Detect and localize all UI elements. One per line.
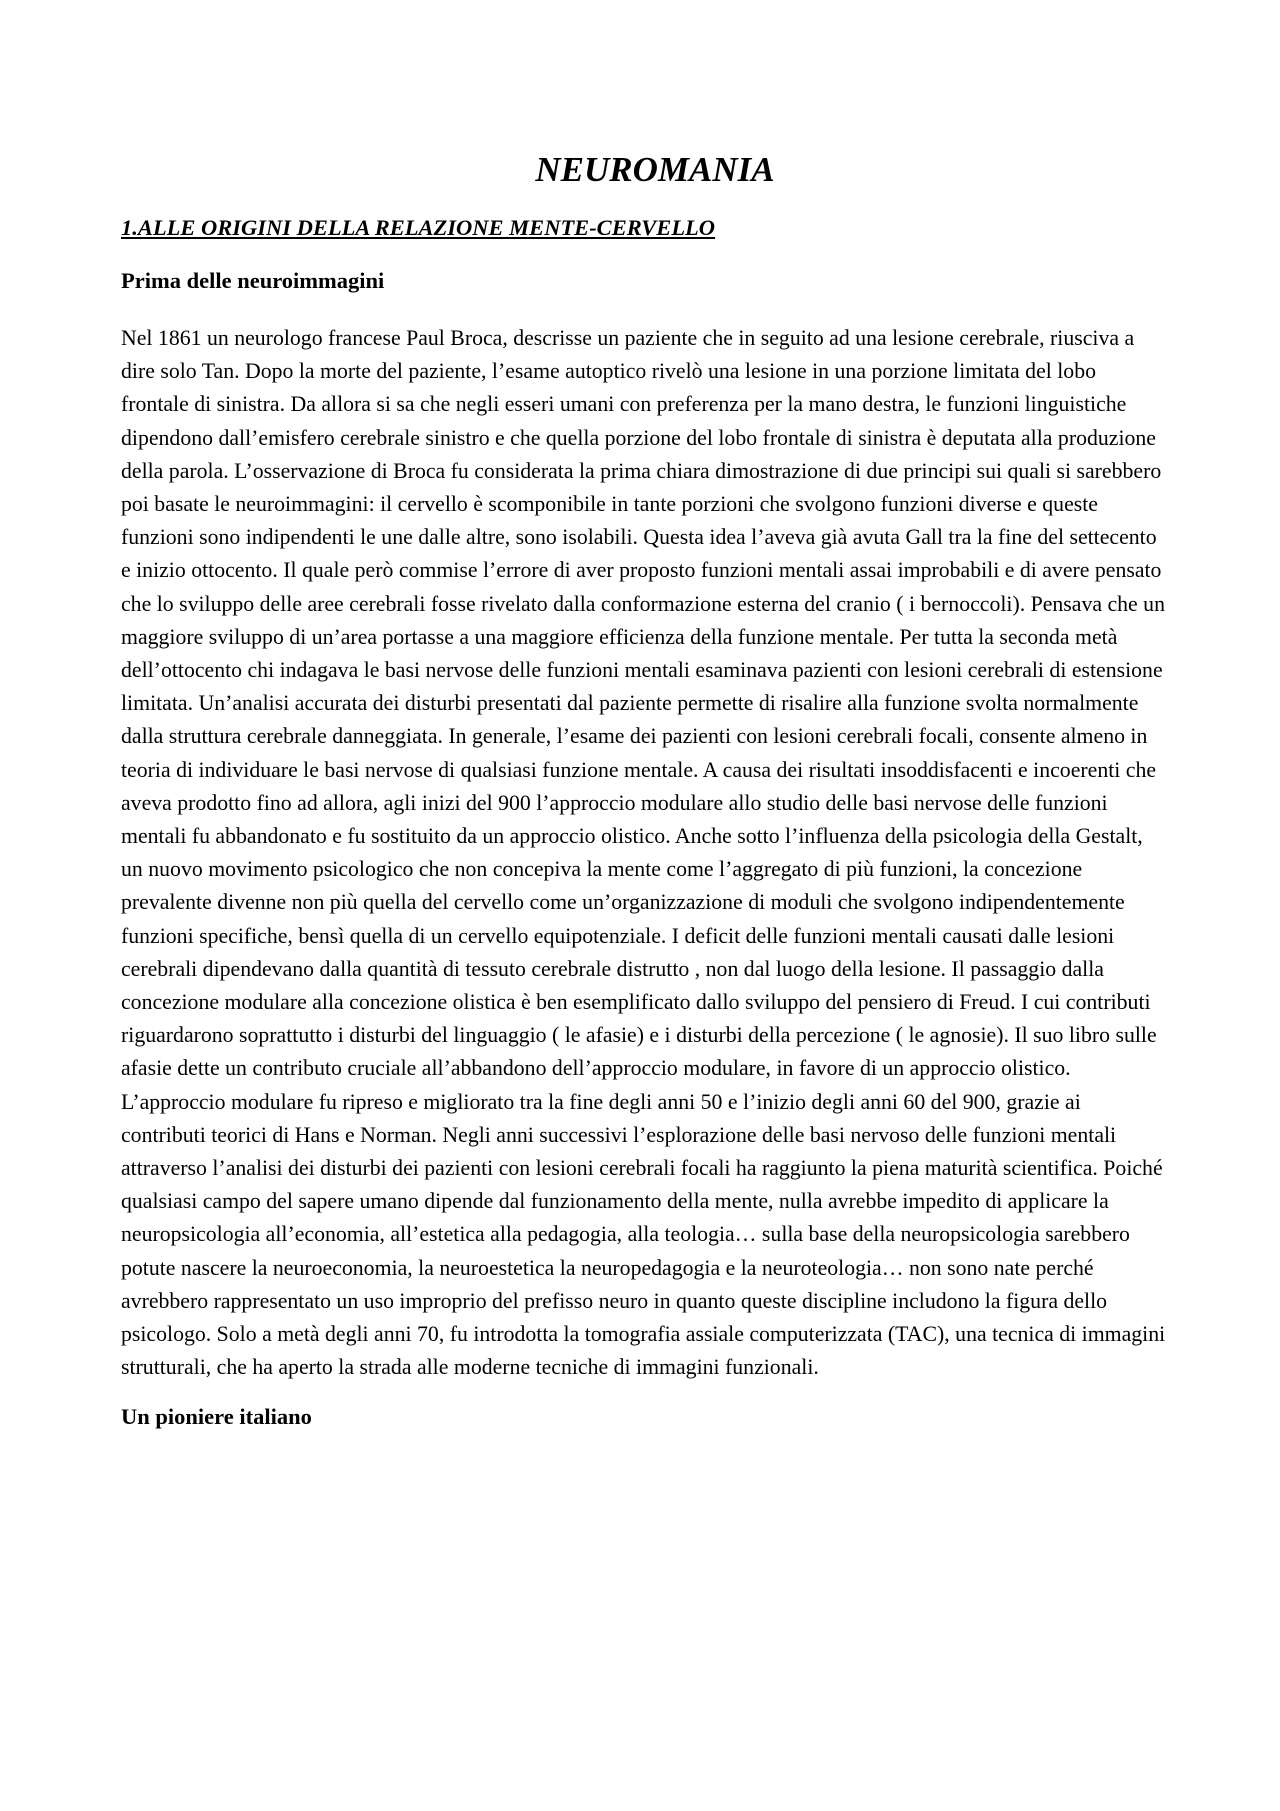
subsection-heading-prima-delle-neuroimmagini: Prima delle neuroimmagini bbox=[121, 268, 385, 293]
body-paragraph: Nel 1861 un neurologo francese Paul Broca, descrisse un paziente che in seguito ad una lesione cerebrale, riusciva a dire solo Tan. Dopo la morte del paziente, l’esame autoptico rivelò una lesione in una porzione limitata del lobo frontale di sinistra. Da allora si sa che negli esseri umani con preferenza per la mano destra, le funzioni linguistiche dipendono dall’emisfero cerebrale sinistro e che quella porzione del lobo frontale di sinistra è deputata alla produzione della parola. L’osservazione di Broca fu considerata la prima chiara dimostrazione di due principi sui quali si sarebbero poi basate le neuroimmagini: il cervello è scomponibile in tante porzioni che svolgono funzioni diverse e queste funzioni sono indipendenti le une dalle altre, sono isolabili. Questa idea l’aveva già avuta Gall tra la fine del settecento e inizio ottocento. Il quale però commise l’errore di aver proposto funzioni mentali assai improbabili e di avere pensato che lo sviluppo delle aree cerebrali fosse rivelato dalla conformazione esterna del cranio ( i bernoccoli). Pensava che un maggiore sviluppo di un’area portasse a una maggiore efficienza della funzione mentale. Per tutta la seconda metà dell’ottocento chi indagava le basi nervose delle funzioni mentali esaminava pazienti con lesioni cerebrali di estensione limitata. Un’analisi accurata dei disturbi presentati dal paziente permette di risalire alla funzione svolta normalmente dalla struttura cerebrale danneggiata. In generale, l’esame dei pazienti con lesioni cerebrali focali, consente almeno in teoria di individuare le basi nervose di qualsiasi funzione mentale. A causa dei risultati insoddisfacenti e incoerenti che aveva prodotto fino ad allora, agli inizi del 900 l’approccio modulare allo studio delle basi nervose delle funzioni mentali fu abbandonato e fu sostituito da un approccio olistico. Anche sotto l’influenza della psicologia della Gestalt, un nuovo movimento psicologico che non concepiva la mente come l’aggregato di più funzioni, la concezione prevalente divenne non più quella del cervello come un’organizzazione di moduli che svolgono indipendentemente funzioni specifiche, bensì quella di un cervello equipotenziale. I deficit delle funzioni mentali causati dalle lesioni cerebrali dipendevano dalla quantità di tessuto cerebrale distrutto , non dal luogo della lesione. Il passaggio dalla concezione modulare alla concezione olistica è ben esemplificato dallo sviluppo del pensiero di Freud. I cui contributi riguardarono soprattutto i disturbi del linguaggio ( le afasie) e i disturbi della percezione ( le agnosie). Il suo libro sulle afasie dette un contributo cruciale all’abbandono dell’approccio modulare, in favore di un approccio olistico. L’approccio modulare fu ripreso e migliorato tra la fine degli anni 50 e l’inizio degli anni 60 del 900, grazie ai contributi teorici di Hans e Norman. Negli anni successivi l’esplorazione delle basi nervoso delle funzioni mentali attraverso l’analisi dei disturbi dei pazienti con lesioni cerebrali focali ha raggiunto la piena maturità scientifica. Poiché qualsiasi campo del sapere umano dipende dal funzionamento della mente, nulla avrebbe impedito di applicare la neuropsicologia all’economia, all’estetica alla pedagogia, alla teologia… sulla base della neuropsicologia sarebbero potute nascere la neuroeconomia, la neuroestetica la neuropedagogia e la neuroteologia… non sono nate perché avrebbero rappresentato un uso improprio del prefisso neuro in quanto queste discipline includono la figura dello psicologo. Solo a metà degli anni 70, fu introdotta la tomografia assiale computerizzata (TAC), una tecnica di immagini strutturali, che ha aperto la strada alle moderne tecniche di immagini funzionali. bbox=[121, 326, 1166, 1380]
section-heading: 1.ALLE ORIGINI DELLA RELAZIONE MENTE-CERVELLO bbox=[121, 215, 716, 240]
subsection-heading-un-pioniere-italiano: Un pioniere italiano bbox=[121, 1403, 312, 1429]
document-title: NEUROMANIA bbox=[535, 150, 775, 189]
document-page bbox=[121, 148, 1169, 1433]
